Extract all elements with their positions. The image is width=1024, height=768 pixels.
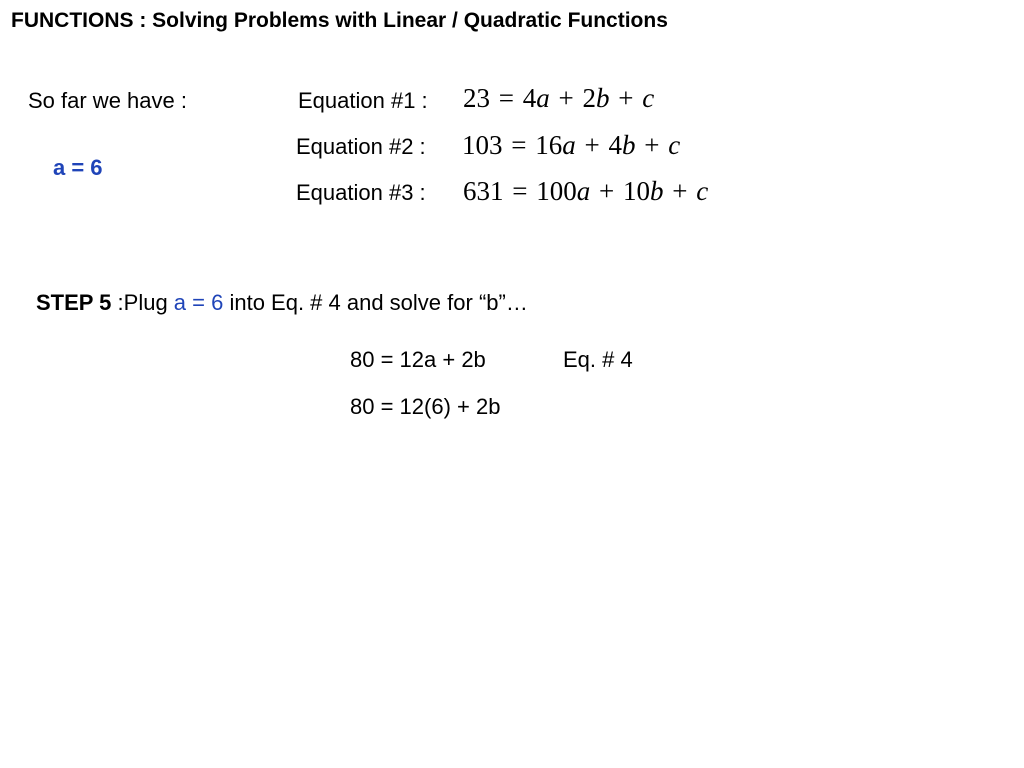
known-value-a: a = 6 [53,155,103,180]
equation-1-coef-b: 2 [582,83,596,113]
equation-3-coef-a: 100 [536,176,577,206]
equation-3-lhs: 631 [463,176,504,206]
equation-1-equals: = [498,83,514,113]
equation-2-coef-b: 4 [608,130,622,160]
equation-2-var-b: b [621,130,636,160]
equation-3-coef-b: 10 [622,176,650,206]
equation-2-var-a: a [562,130,576,160]
equation-2-var-c: c [668,130,681,160]
step-5-label: STEP 5 [36,290,112,315]
equation-1-coef-a: 4 [522,83,537,113]
equation-3-label: Equation #3 : [296,180,426,205]
equation-3-var-c: c [696,176,709,206]
equation-2-lhs: 103 [462,130,503,160]
equation-1-var-a: a [536,83,550,113]
equation-1-label: Equation #1 : [298,88,428,113]
equation-1-plus-2: + [618,83,634,113]
equation-1-lhs: 23 [463,83,490,113]
equation-2-coef-a: 16 [535,130,563,160]
equation-3-plus-2: + [672,176,688,206]
so-far-label: So far we have : [28,88,187,113]
equation-3-equals: = [512,176,528,206]
equation-2 [462,130,680,161]
work-line-2: 80 = 12(6) + 2b [350,394,501,419]
step-5-text-after: into Eq. # 4 and solve for “b”… [223,290,528,315]
equation-1-plus-1: + [558,83,574,113]
step-5-highlight: a = 6 [173,290,224,315]
equation-1 [463,83,654,114]
equation-1-var-b: b [595,83,610,113]
page-title: FUNCTIONS : Solving Problems with Linear / Quadratic Functions [11,9,668,32]
equation-3-var-b: b [649,176,664,206]
equation-3-plus-1: + [598,176,615,206]
equation-3-var-a: a [576,176,591,206]
step-5-text-before: :Plug [111,290,174,315]
work-line-1-reference: Eq. # 4 [563,347,633,372]
equation-1-var-c: c [642,83,655,113]
equation-2-equals: = [511,130,527,160]
equation-2-plus-2: + [644,130,660,160]
equation-2-label: Equation #2 : [296,134,426,159]
equation-2-plus-1: + [584,130,600,160]
step-5-instruction [36,290,528,316]
work-line-1: 80 = 12a + 2b [350,347,486,372]
equation-3 [463,176,708,207]
